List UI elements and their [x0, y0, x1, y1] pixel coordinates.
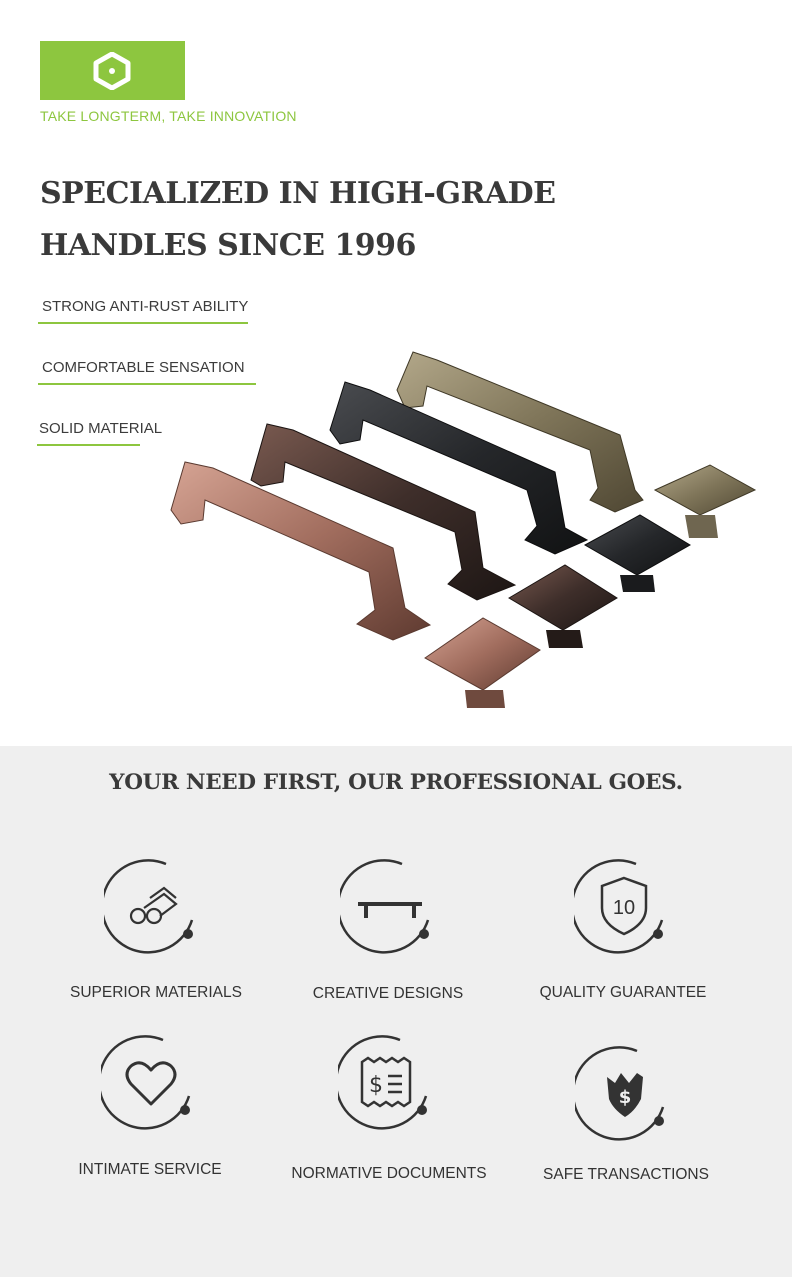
guarantee-badge-number: 10: [612, 897, 636, 919]
receipt-icon: [338, 1034, 438, 1134]
hexagon-logo-icon: [92, 52, 132, 90]
matte-black-knob: [585, 515, 690, 592]
feature-solid-material: SOLID MATERIAL: [39, 420, 163, 437]
service-label-transactions: SAFE TRANSACTIONS: [543, 1166, 709, 1183]
headline-line-1: SPECIALIZED IN HIGH-GRADE: [40, 176, 556, 211]
feature-underline: [38, 322, 248, 324]
feature-underline: [37, 444, 140, 446]
antique-copper-knob: [425, 618, 540, 708]
headline-line-2: HANDLES SINCE 1996: [40, 228, 416, 263]
service-label-documents: NORMATIVE DOCUMENTS: [291, 1165, 487, 1182]
service-label-materials: SUPERIOR MATERIALS: [70, 984, 242, 1001]
shield-icon: [574, 858, 674, 958]
service-label-guarantee: QUALITY GUARANTEE: [539, 984, 707, 1001]
brand-logo: [40, 41, 185, 100]
handle-icon: [340, 858, 440, 958]
heart-icon: [101, 1034, 201, 1134]
services-section: [0, 746, 792, 1277]
brand-tagline: TAKE LONGTERM, TAKE INNOVATION: [40, 108, 297, 124]
feature-anti-rust: STRONG ANTI-RUST ABILITY: [42, 298, 249, 315]
antique-brass-knob: [655, 465, 755, 538]
slogan-heading: YOUR NEED FIRST, OUR PROFESSIONAL GOES.: [109, 770, 683, 795]
svg-text:$: $: [369, 1073, 383, 1098]
feature-comfort: COMFORTABLE SENSATION: [42, 359, 245, 376]
materials-icon: [104, 858, 204, 958]
service-label-designs: CREATIVE DESIGNS: [312, 985, 464, 1002]
oil-rubbed-bronze-knob: [509, 565, 617, 648]
secure-money-icon: [575, 1045, 675, 1145]
product-image-handles-and-knobs: [165, 340, 765, 720]
service-label-intimate: INTIMATE SERVICE: [78, 1161, 222, 1178]
svg-text:$: $: [618, 1087, 632, 1108]
